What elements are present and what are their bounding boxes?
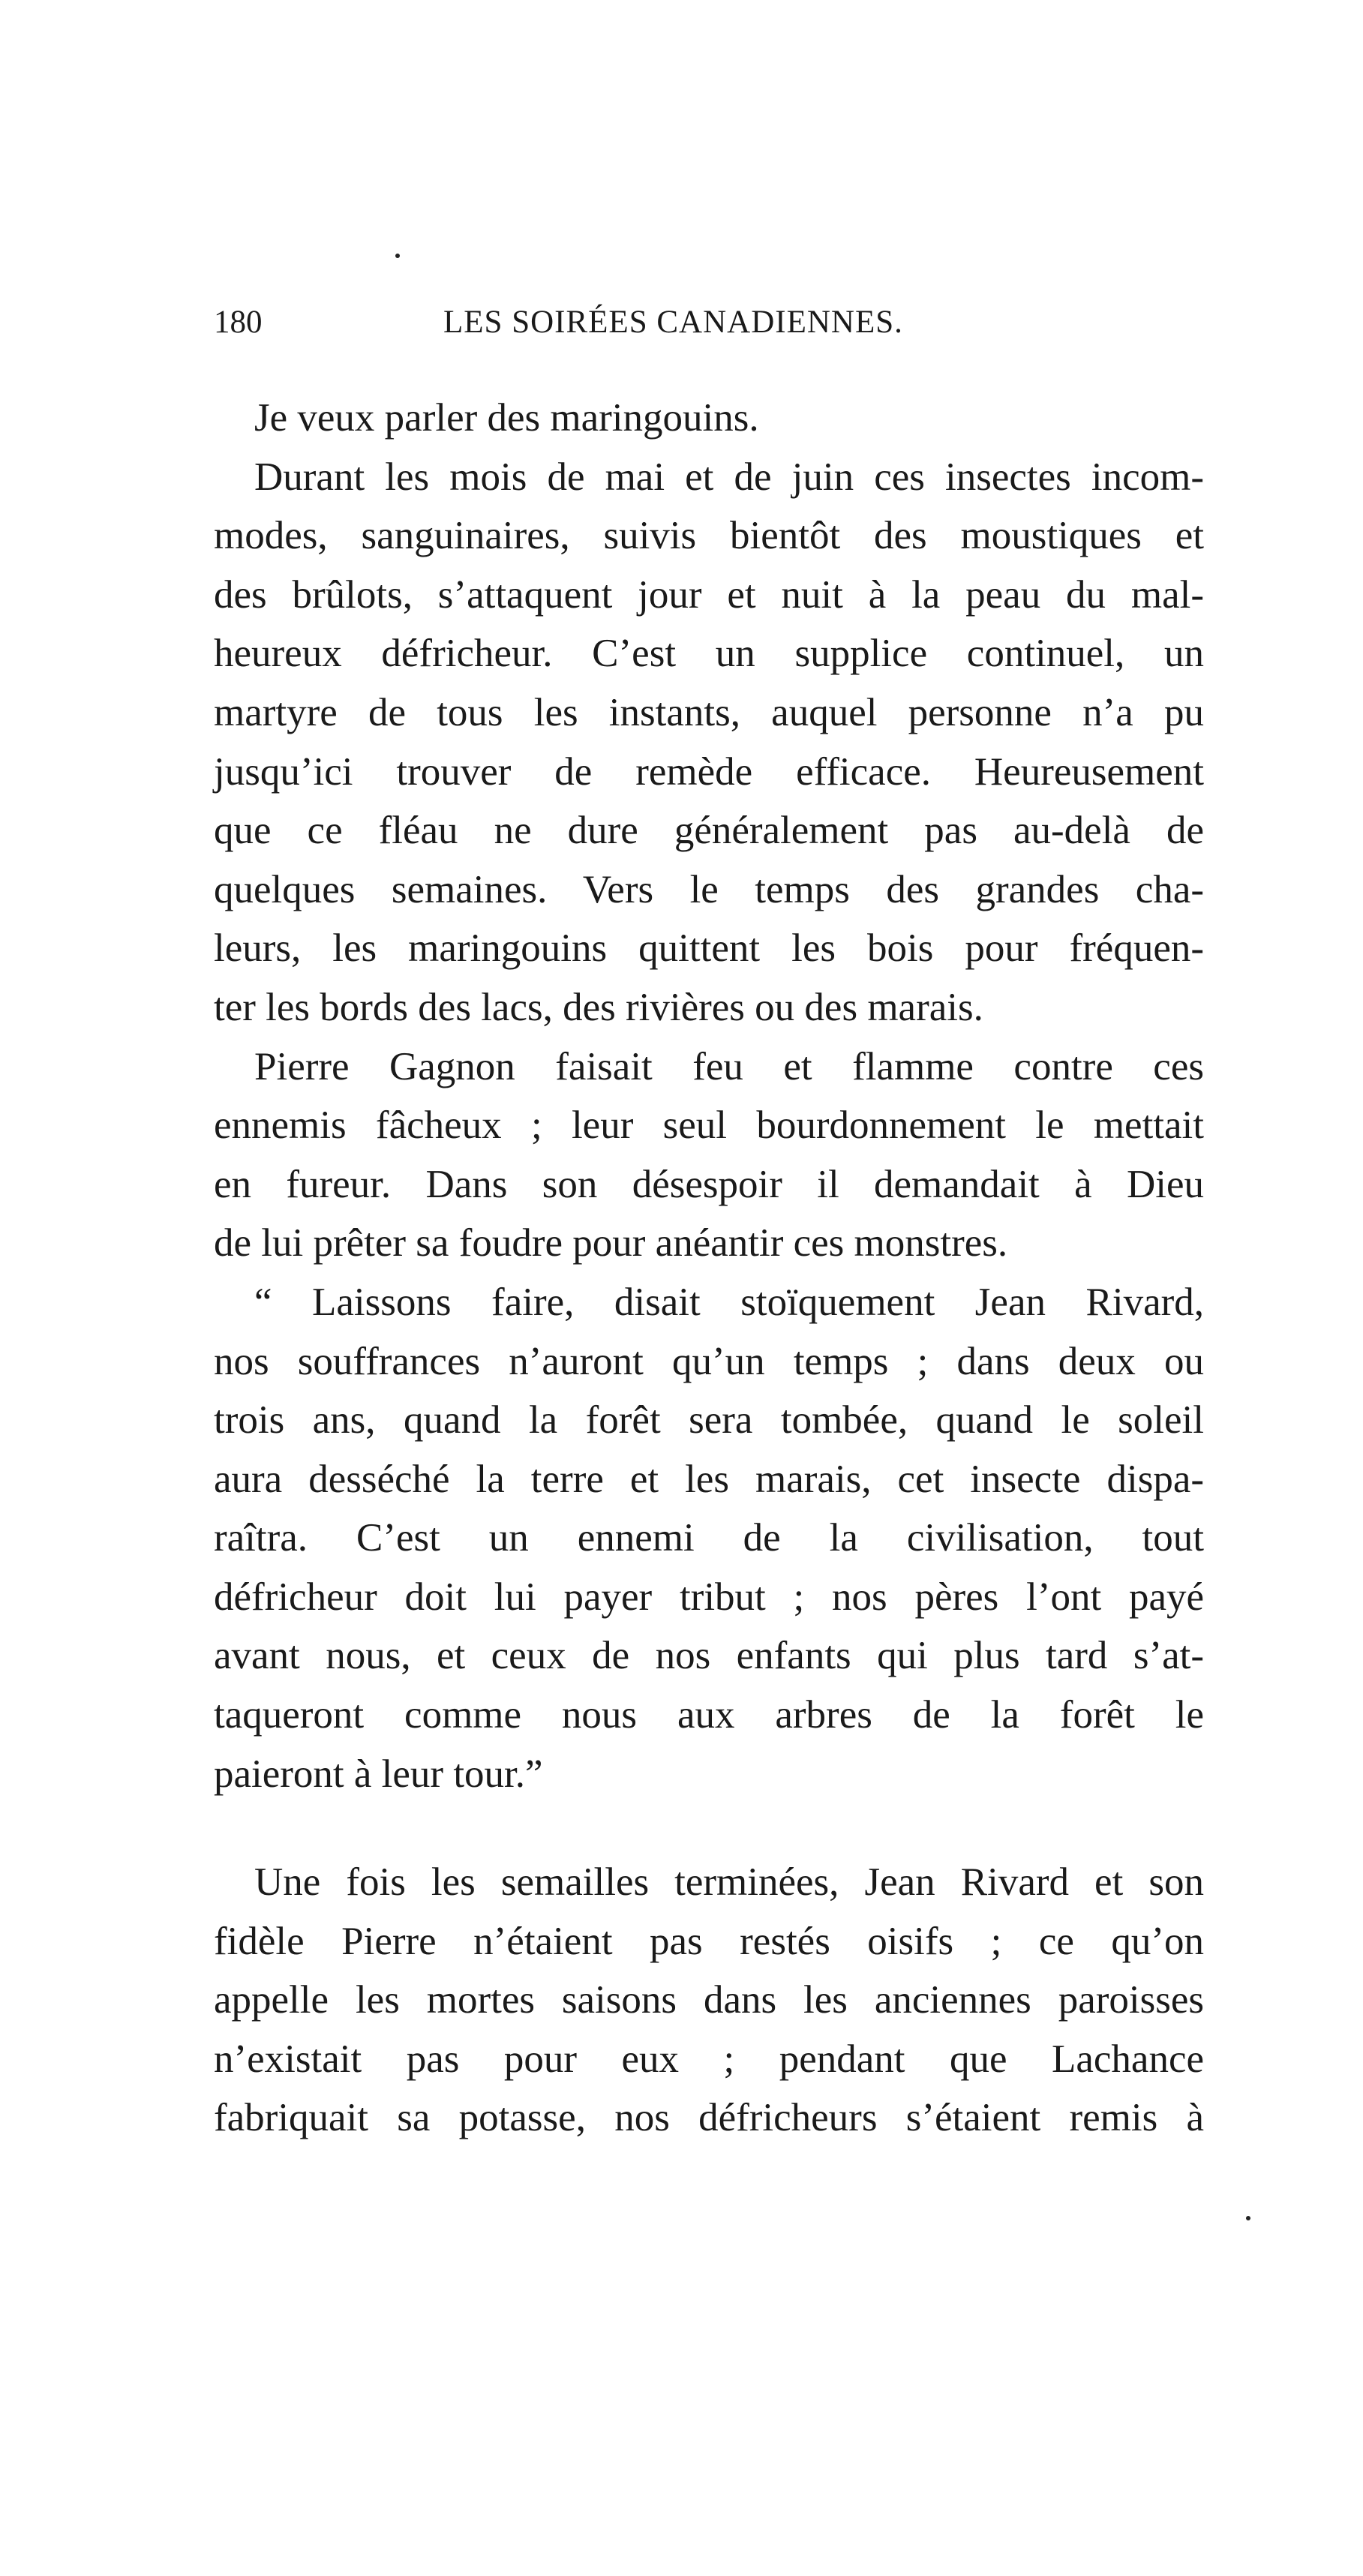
running-header [214,296,1204,349]
text-block-1 [214,389,1204,1803]
text-line: “ Laissons faire, disait stoïquement Jean Rivard, [254,1280,1204,1324]
text-line: avant nous, et ceux de nos enfants qui plus tard s’at- [214,1634,1204,1678]
text-line: que ce fléau ne dure généralement pas au-delà de [214,809,1204,853]
ink-speck [1246,2216,1250,2220]
text-line: martyre de tous les instants, auquel personne n’a pu [214,690,1204,734]
text-line: aura desséché la terre et les marais, cet insecte dispa- [214,1457,1204,1501]
text-line: heureux défricheur. C’est un supplice continuel, un [214,632,1204,676]
text-line: leurs, les maringouins quittent les bois pour fréquen- [214,926,1204,971]
text-line: des brûlots, s’attaquent jour et nuit à la peau du mal- [214,572,1204,617]
text-line: quelques semaines. Vers le temps des grandes cha- [214,867,1204,911]
text-line: n’existait pas pour eux ; pendant que Lachance [214,2037,1204,2081]
text-line: en fureur. Dans son désespoir il demandait à Dieu [214,1162,1204,1206]
text-line: ter les bords des lacs, des rivières ou des marais. [214,985,983,1029]
text-line: nos souffrances n’auront qu’un temps ; dans deux ou [214,1339,1204,1383]
text-line: fidèle Pierre n’étaient pas restés oisifs ; ce qu’on [214,1919,1204,1963]
text-line: jusqu’ici trouver de remède efficace. Heureusement [214,749,1204,794]
text-line: défricheur doit lui payer tribut ; nos pères l’ont payé [214,1575,1204,1619]
page-number: 180 [214,305,263,340]
running-title: LES SOIRÉES CANADIENNES. [443,305,903,340]
text-line: raîtra. C’est un ennemi de la civilisation, tout [214,1516,1204,1560]
text-line: taqueront comme nous aux arbres de la forêt le [214,1693,1204,1737]
text-line: trois ans, quand la forêt sera tombée, quand le soleil [214,1398,1204,1443]
text-line: de lui prêter sa foudre pour anéantir ces monstres. [214,1221,1008,1265]
text-line: modes, sanguinaires, suivis bientôt des moustiques et [214,514,1204,558]
text-line: Durant les mois de mai et de juin ces insectes incom- [254,455,1204,499]
text-line: Je veux parler des maringouins. [254,396,759,440]
text-block-2 [214,1853,1204,2148]
text-line: Une fois les semailles terminées, Jean Rivard et son [254,1860,1204,1904]
ink-speck [395,254,400,258]
text-line: appelle les mortes saisons dans les anciennes paroisses [214,1978,1204,2022]
text-line: paieront à leur tour.” [214,1752,543,1796]
text-line: ennemis fâcheux ; leur seul bourdonnement le mettait [214,1103,1204,1148]
text-line: fabriquait sa potasse, nos défricheurs s’étaient remis à [214,2096,1204,2140]
text-line: Pierre Gagnon faisait feu et flamme contre ces [254,1044,1204,1088]
